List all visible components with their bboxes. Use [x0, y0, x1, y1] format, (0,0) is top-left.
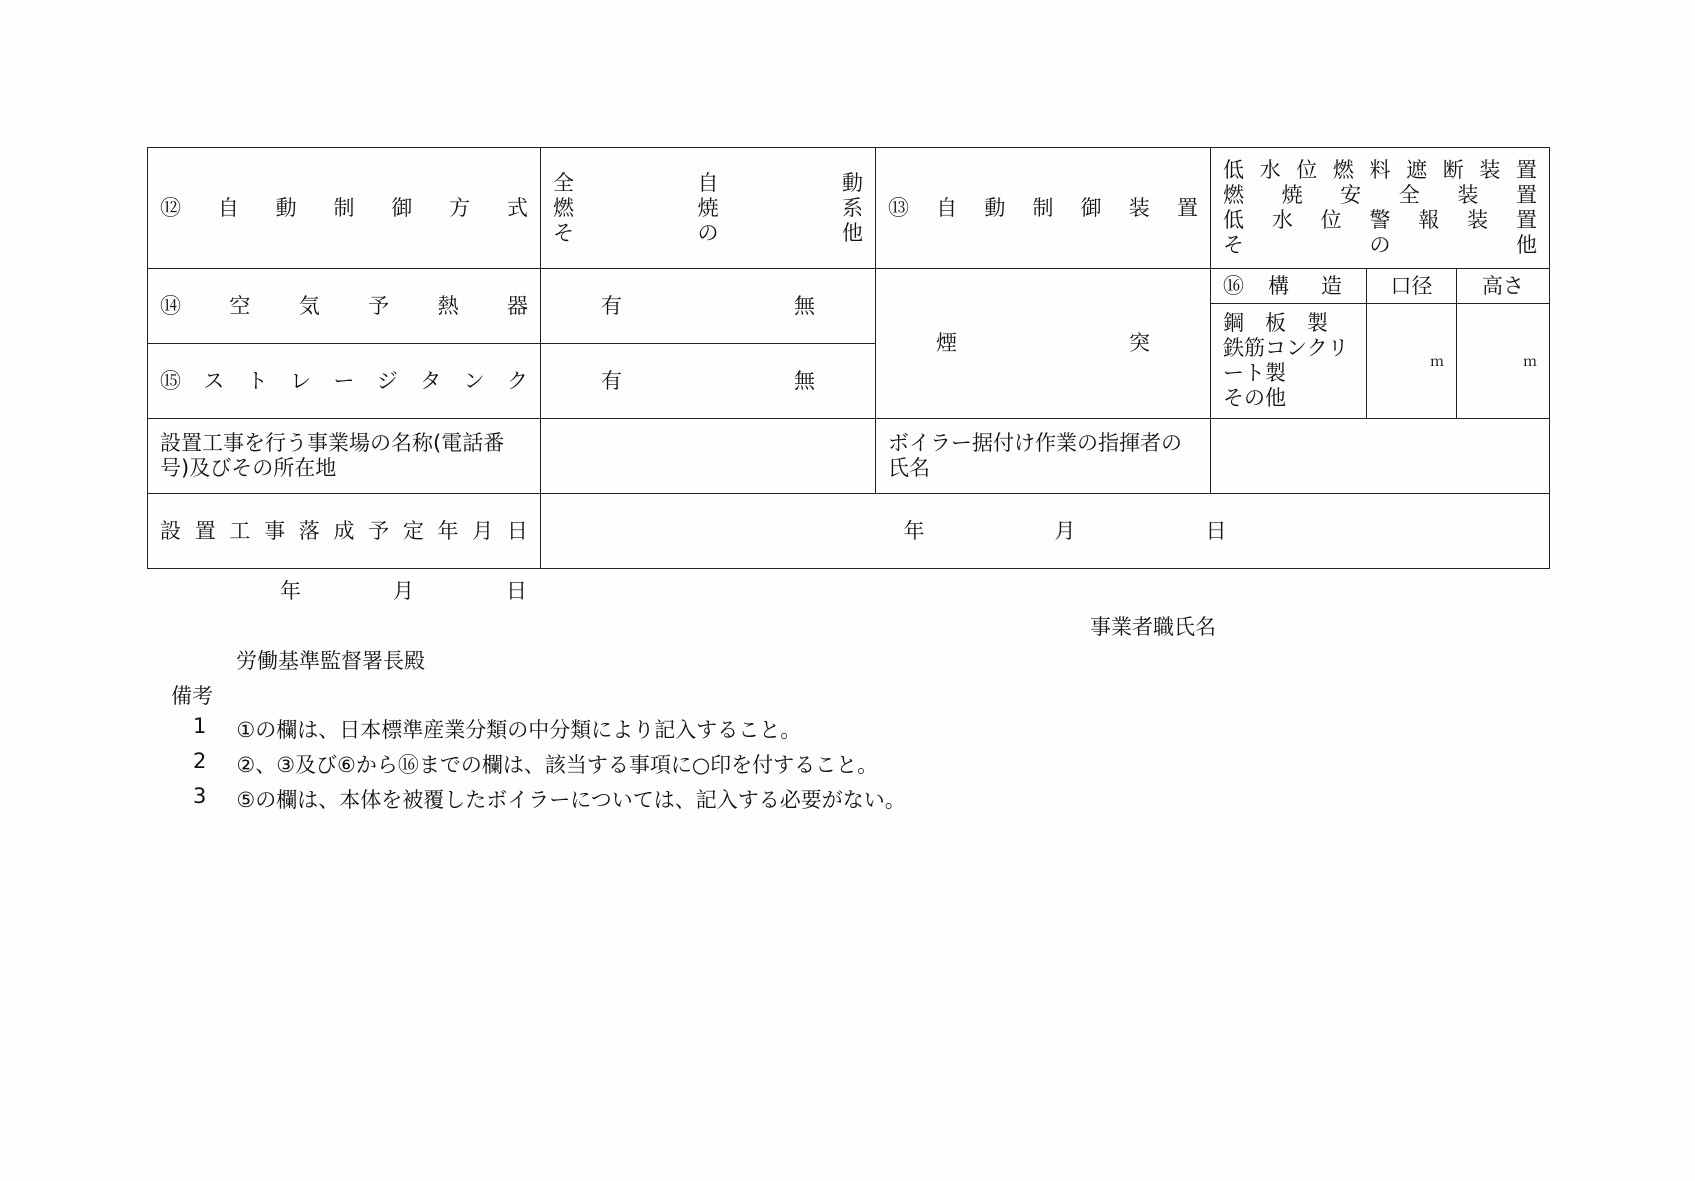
auto-control-device-char: 御	[1080, 195, 1102, 220]
remark-text: ①の欄は、日本標準産業分類の中分類により記入すること。	[236, 718, 802, 742]
remark-number: 3	[193, 784, 207, 808]
storage-tank-char: レ	[290, 368, 312, 393]
auto-control-device-option-char: 燃	[1223, 183, 1244, 207]
completion-date-char: 日	[506, 518, 528, 543]
auto-control-method-char: 式	[506, 195, 528, 220]
boiler-installation-form-table	[147, 147, 1550, 569]
auto-control-option-char: 動	[842, 170, 863, 195]
auto-control-device-option-char: そ	[1223, 233, 1244, 257]
auto-control-method-char: 制	[333, 195, 355, 220]
structure-option: ート製	[1223, 361, 1286, 385]
remark-note	[193, 749, 878, 779]
structure-options	[1211, 304, 1367, 419]
storage-tank-label	[148, 344, 541, 419]
remark-text: ⑤の欄は、本体を被覆したボイラーについては、記入する必要がない。	[236, 788, 906, 812]
auto-control-option-char: 全	[553, 170, 574, 195]
auto-control-method-char: 動	[275, 195, 297, 220]
auto-control-option-char: 他	[842, 220, 863, 245]
storage-tank-char: ス	[203, 368, 225, 393]
completion-month: 月	[1054, 518, 1076, 543]
remark-text: ②、③及び⑥から⑯までの欄は、該当する事項に○印を付すること。	[236, 753, 879, 777]
completion-date-value[interactable]	[541, 494, 1550, 569]
storage-tank-char: ジ	[376, 368, 398, 393]
auto-control-device-option-char: 低	[1223, 158, 1244, 182]
auto-control-option-char: そ	[553, 220, 574, 245]
completion-date-char: 年	[437, 518, 459, 543]
auto-control-device-option-char: 安	[1340, 183, 1362, 207]
auto-control-device-option-char: 置	[1515, 183, 1537, 207]
auto-control-device-option-char: 装	[1457, 183, 1479, 207]
storage-tank-char: タ	[420, 368, 442, 393]
auto-control-method-char: 自	[217, 195, 239, 220]
completion-date-char: 落	[298, 518, 320, 543]
remark-number: 2	[193, 749, 207, 773]
auto-control-device-option-line	[1223, 233, 1537, 258]
storage-tank-number: ⑮	[160, 368, 181, 393]
submission-date	[280, 575, 527, 605]
air-preheater-char: 気	[298, 293, 320, 318]
auto-control-option-char: の	[697, 220, 719, 245]
auto-control-device-option-char: 焼	[1281, 183, 1303, 207]
addressee: 労働基準監督署長殿	[236, 649, 425, 673]
auto-control-device-option-char: 断	[1442, 158, 1464, 182]
auto-control-method-label	[148, 148, 541, 269]
remark-number: 1	[193, 714, 207, 738]
air-preheater-no: 無	[794, 293, 815, 318]
auto-control-option-char: 系	[842, 195, 863, 220]
auto-control-device-option-char: 全	[1398, 183, 1420, 207]
structure-number: ⑯	[1223, 273, 1244, 298]
chimney-char: 突	[1129, 331, 1150, 355]
auto-control-device-option-char: の	[1369, 233, 1391, 257]
auto-control-device-option-char: 装	[1479, 158, 1501, 182]
auto-control-device-option-char: 位	[1320, 208, 1342, 232]
completion-date-char: 予	[368, 518, 390, 543]
storage-tank-char: ン	[463, 368, 485, 393]
storage-tank-yes: 有	[601, 368, 622, 393]
auto-control-device-option-char: 遮	[1406, 158, 1428, 182]
auto-control-device-option-line	[1223, 208, 1537, 233]
auto-control-device-option-char: 報	[1418, 208, 1440, 232]
air-preheater-label	[148, 269, 541, 344]
auto-control-device-option-char: 他	[1516, 233, 1537, 257]
completion-date-char: 成	[333, 518, 355, 543]
air-preheater-number: ⑭	[160, 293, 181, 318]
air-preheater-char: 空	[229, 293, 251, 318]
auto-control-device-option-char: 水	[1271, 208, 1293, 232]
remark-note	[193, 784, 906, 814]
submission-year: 年	[280, 579, 301, 603]
auto-control-device-option-char: 燃	[1332, 158, 1354, 182]
completion-date-char: 月	[472, 518, 494, 543]
auto-control-device-option-char: 装	[1467, 208, 1489, 232]
completion-day: 日	[1205, 518, 1227, 543]
remark-note	[193, 714, 801, 744]
air-preheater-char: 器	[506, 293, 528, 318]
completion-date-char: 置	[194, 518, 216, 543]
installation-supervisor-value[interactable]	[1211, 419, 1550, 494]
auto-control-device-char: 動	[984, 195, 1006, 220]
auto-control-device-char: 装	[1128, 195, 1150, 220]
completion-date-char: 事	[264, 518, 286, 543]
submission-day: 日	[506, 579, 527, 603]
diameter-header: 口径	[1367, 269, 1457, 304]
storage-tank-char: ト	[246, 368, 268, 393]
height-header: 高さ	[1457, 269, 1550, 304]
structure-option: 鋼 板 製	[1223, 311, 1328, 335]
storage-tank-char: ク	[507, 368, 528, 393]
chimney-char: 煙	[936, 331, 957, 355]
structure-char: 造	[1321, 273, 1342, 298]
auto-control-device-char: 自	[936, 195, 958, 220]
submission-month: 月	[393, 579, 414, 603]
auto-control-device-option-char: 位	[1296, 158, 1318, 182]
auto-control-device-option-char: 水	[1259, 158, 1281, 182]
auto-control-device-option-char: 料	[1369, 158, 1391, 182]
chimney-label	[876, 269, 1211, 419]
auto-control-method-char: 方	[449, 195, 471, 220]
contractor-info-value[interactable]	[541, 419, 876, 494]
auto-control-device-number: ⑬	[888, 195, 909, 220]
air-preheater-options	[541, 269, 876, 344]
air-preheater-char: 予	[368, 293, 390, 318]
storage-tank-options	[541, 344, 876, 419]
storage-tank-char: ー	[333, 368, 355, 393]
height-value	[1457, 304, 1550, 419]
auto-control-option-char: 焼	[697, 195, 719, 220]
completion-date-char: 定	[402, 518, 424, 543]
auto-control-option-line	[553, 196, 863, 221]
auto-control-device-option-char: 低	[1223, 208, 1244, 232]
auto-control-device-option-line	[1223, 183, 1537, 208]
contractor-info-label: 設置工事を行う事業場の名称(電話番号)及びその所在地	[148, 419, 541, 494]
structure-option: その他	[1223, 386, 1286, 410]
height-unit: ｍ	[1523, 354, 1538, 370]
diameter-value	[1367, 304, 1457, 419]
air-preheater-yes: 有	[601, 293, 622, 318]
auto-control-device-char: 置	[1176, 195, 1198, 220]
installation-supervisor-label: ボイラー据付け作業の指揮者の氏名	[876, 419, 1211, 494]
completion-date-char: 設	[160, 518, 181, 543]
structure-option: 鉄筋コンクリ	[1223, 336, 1349, 360]
storage-tank-no: 無	[794, 368, 815, 393]
structure-char: 構	[1268, 273, 1289, 298]
auto-control-method-char: 御	[391, 195, 413, 220]
auto-control-device-char: 制	[1032, 195, 1054, 220]
auto-control-method-number: ⑫	[160, 195, 181, 220]
air-preheater-char: 熱	[437, 293, 459, 318]
auto-control-device-options	[1211, 148, 1550, 269]
auto-control-option-char: 自	[697, 170, 719, 195]
diameter-unit: ｍ	[1430, 354, 1444, 370]
auto-control-option-char: 燃	[553, 195, 574, 220]
completion-date-char: 工	[229, 518, 251, 543]
auto-control-option-line	[553, 221, 863, 246]
auto-control-method-options	[541, 148, 876, 269]
completion-date-label	[148, 494, 541, 569]
completion-year: 年	[903, 518, 925, 543]
auto-control-device-option-char: 警	[1369, 208, 1391, 232]
auto-control-device-option-char: 置	[1515, 208, 1537, 232]
auto-control-device-label	[876, 148, 1211, 269]
auto-control-device-option-line	[1223, 158, 1537, 183]
structure-header	[1211, 269, 1367, 304]
auto-control-device-option-char: 置	[1516, 158, 1537, 182]
business-operator-name-label: 事業者職氏名	[1090, 615, 1216, 639]
auto-control-option-line	[553, 171, 863, 196]
remarks-title: 備考	[171, 684, 213, 708]
